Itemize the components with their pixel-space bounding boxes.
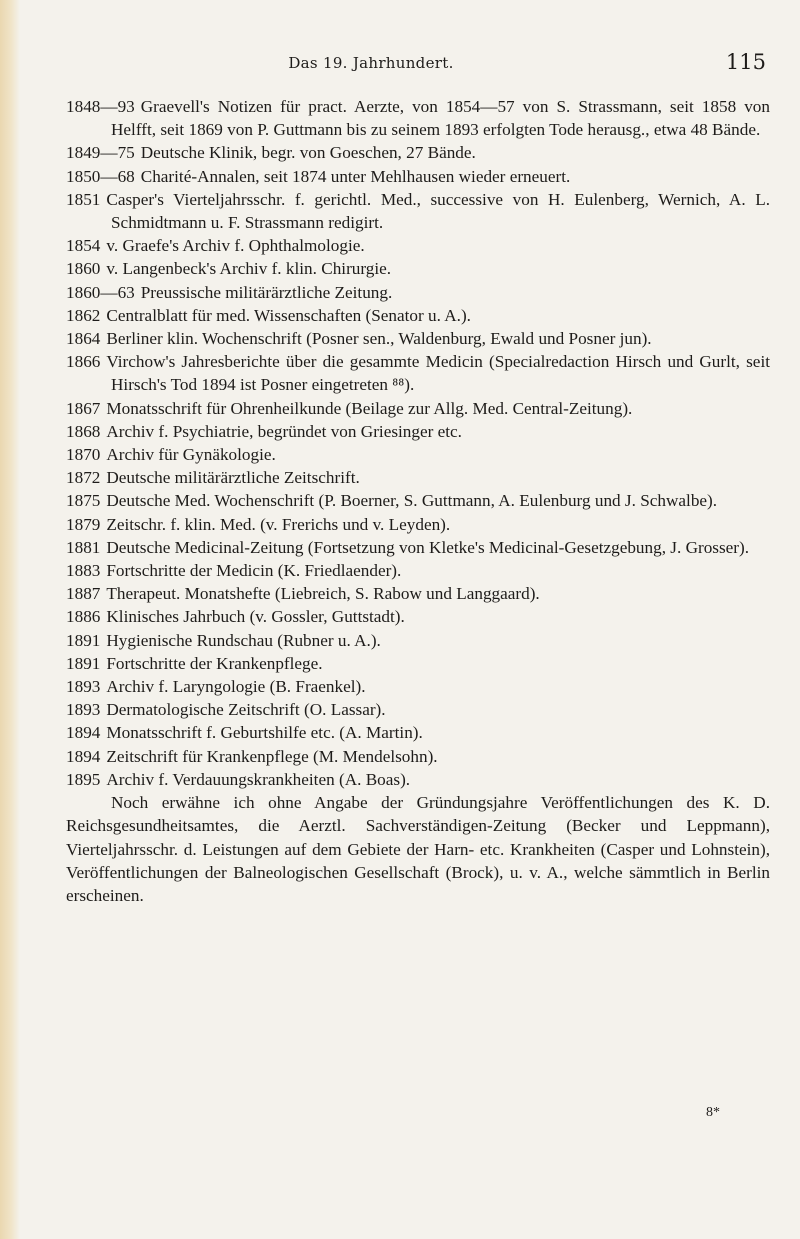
entry-text: Zeitschr. f. klin. Med. (v. Frerichs und v. Leyden).	[106, 514, 451, 534]
entry-year: 1883	[66, 561, 101, 581]
page-number: 115	[725, 50, 766, 74]
entry-text: Deutsche Med. Wochenschrift (P. Boerner, S. Guttmann, A. Eulenburg und J. Schwalbe).	[106, 491, 718, 511]
list-item	[66, 188, 770, 234]
entry-year: 1867	[66, 398, 101, 418]
entry-text: Casper's Vierteljahrsschr. f. gerichtl. Med., successive von H. Eulenberg, Wernich, A. L. Schmidtmann u. F. Strassmann redigirt.	[106, 189, 770, 233]
entry-text: Zeitschrift für Krankenpflege (M. Mendelsohn).	[106, 746, 438, 766]
entry-year: 1881	[66, 537, 101, 557]
entry-year: 1868	[66, 421, 101, 441]
entry-year: 1866	[66, 352, 101, 372]
list-item	[66, 536, 770, 559]
list-item	[66, 582, 770, 605]
list-item	[66, 420, 770, 443]
entry-year: 1850—68	[66, 166, 135, 186]
page-edge	[0, 0, 20, 1239]
signature-mark: 8*	[706, 1105, 720, 1120]
list-item	[66, 95, 770, 141]
list-item	[66, 721, 770, 744]
list-item	[66, 768, 770, 791]
list-item	[66, 304, 770, 327]
entry-text: Klinisches Jahrbuch (v. Gossler, Guttstadt).	[106, 607, 405, 627]
entry-year: 1851	[66, 189, 101, 209]
entry-text: Centralblatt für med. Wissenschaften (Senator u. A.).	[106, 305, 471, 325]
list-item	[66, 629, 770, 652]
entry-year: 1891	[66, 653, 101, 673]
entry-text: Monatsschrift f. Geburtshilfe etc. (A. Martin).	[106, 723, 423, 743]
list-item	[66, 466, 770, 489]
entry-year: 1894	[66, 746, 101, 766]
entry-text: Preussische militärärztliche Zeitung.	[140, 282, 393, 302]
entry-year: 1886	[66, 607, 101, 627]
list-item	[66, 605, 770, 628]
running-head	[66, 50, 770, 80]
entry-text: Fortschritte der Krankenpflege.	[106, 653, 323, 673]
entry-year: 1895	[66, 769, 101, 789]
list-item	[66, 141, 770, 164]
entry-text: Virchow's Jahresberichte über die gesammte Medicin (Specialredaction Hirsch und Gurlt, seit Hirsch's Tod 1894 ist Posner eingetreten ⁸⁸).	[106, 352, 770, 395]
entry-text: Berliner klin. Wochenschrift (Posner sen., Waldenburg, Ewald und Posner jun).	[106, 329, 652, 349]
list-item	[66, 745, 770, 768]
entry-year: 1891	[66, 630, 101, 650]
list-item	[66, 397, 770, 420]
entry-year: 1893	[66, 700, 101, 720]
journal-list	[66, 95, 770, 907]
entry-text: Graevell's Notizen für pract. Aerzte, von 1854—57 von S. Strassmann, seit 1858 von Helfft, seit 1869 von P. Guttmann bis zu seinem 1893 erfolgten Tode herausg., etwa 48 Bände.	[111, 97, 770, 140]
list-item	[66, 559, 770, 582]
list-item	[66, 281, 770, 304]
entry-year: 1854	[66, 236, 101, 256]
list-item	[66, 234, 770, 257]
entry-list	[66, 95, 770, 791]
entry-year: 1894	[66, 723, 101, 743]
entry-year: 1879	[66, 514, 101, 534]
list-item	[66, 513, 770, 536]
entry-text: Deutsche Klinik, begr. von Goeschen, 27 Bände.	[140, 143, 476, 163]
entry-year: 1860—63	[66, 282, 135, 302]
list-item	[66, 165, 770, 188]
closing-paragraph: Noch erwähne ich ohne Angabe der Gründungsjahre Veröffentlichungen des K. D. Reichsgesundheitsamtes, die Aerztl. Sachverständigen-Zeitung (Becker und Leppmann), Vierteljahrsschr. d. Leistungen auf dem Gebiete der Harn- etc. Krankheiten (Casper und Lohnstein), Veröffentlichungen der Balneologischen Gesellschaft (Brock), u. v. A., welche sämmtlich in Berlin erscheinen.	[66, 793, 770, 905]
entry-year: 1848—93	[66, 97, 135, 116]
entry-year: 1860	[66, 259, 101, 279]
list-item	[66, 675, 770, 698]
entry-year: 1887	[66, 584, 101, 604]
entry-year: 1870	[66, 445, 101, 465]
list-item	[66, 257, 770, 280]
entry-text: Therapeut. Monatshefte (Liebreich, S. Rabow und Langgaard).	[106, 584, 540, 604]
entry-year: 1875	[66, 491, 101, 511]
entry-text: Hygienische Rundschau (Rubner u. A.).	[106, 630, 381, 650]
list-item	[66, 698, 770, 721]
entry-year: 1862	[66, 305, 101, 325]
list-item	[66, 443, 770, 466]
entry-text: Dermatologische Zeitschrift (O. Lassar).	[106, 700, 386, 720]
list-item	[66, 652, 770, 675]
entry-text: Deutsche militärärztliche Zeitschrift.	[106, 468, 360, 488]
book-page	[66, 0, 770, 1239]
entry-text: Archiv f. Psychiatrie, begründet von Griesinger etc.	[106, 421, 462, 441]
entry-text: v. Graefe's Archiv f. Ophthalmologie.	[106, 236, 365, 256]
entry-text: Archiv f. Verdauungskrankheiten (A. Boas).	[106, 769, 411, 789]
entry-text: Monatsschrift für Ohrenheilkunde (Beilage zur Allg. Med. Central-Zeitung).	[106, 398, 633, 418]
entry-year: 1849—75	[66, 143, 135, 163]
entry-text: Charité-Annalen, seit 1874 unter Mehlhausen wieder erneuert.	[140, 166, 571, 186]
entry-year: 1893	[66, 677, 101, 697]
running-title: Das 19. Jahrhundert.	[288, 54, 454, 72]
entry-text: Fortschritte der Medicin (K. Friedlaender).	[106, 561, 402, 581]
entry-text: Archiv für Gynäkologie.	[106, 445, 276, 465]
list-item	[66, 489, 770, 512]
entry-text: v. Langenbeck's Archiv f. klin. Chirurgie.	[106, 259, 392, 279]
list-item	[66, 350, 770, 396]
entry-text: Archiv f. Laryngologie (B. Fraenkel).	[106, 677, 366, 697]
list-item	[66, 327, 770, 350]
entry-year: 1872	[66, 468, 101, 488]
entry-text: Deutsche Medicinal-Zeitung (Fortsetzung von Kletke's Medicinal-Gesetzgebung, J. Grosser).	[106, 537, 750, 557]
entry-year: 1864	[66, 329, 101, 349]
